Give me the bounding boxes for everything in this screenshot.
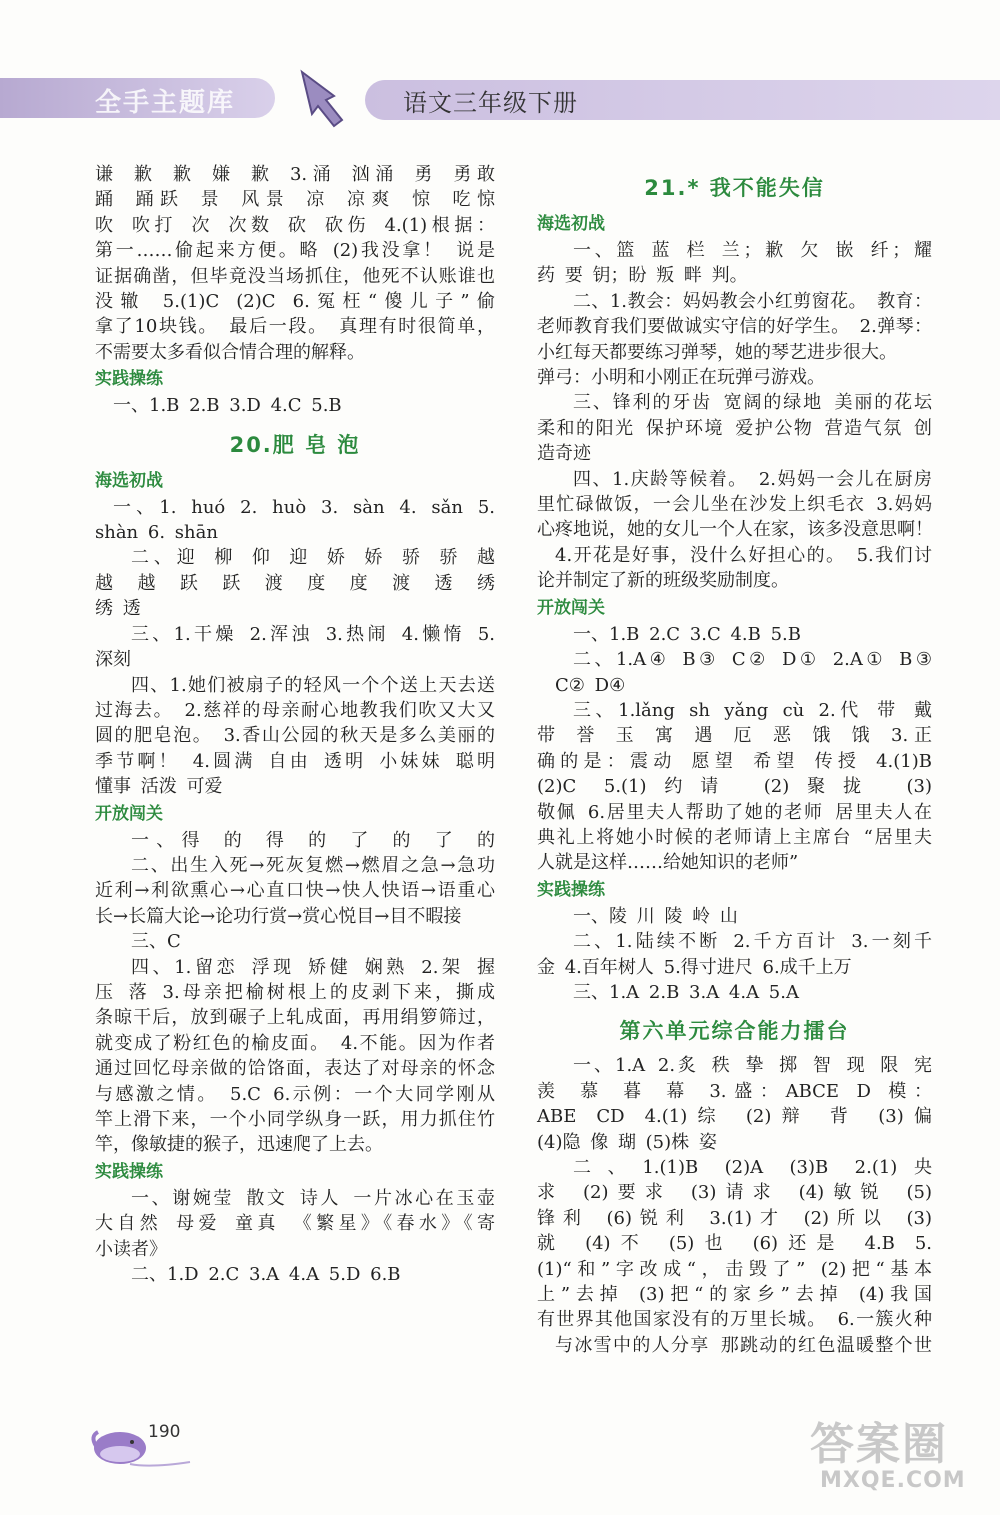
answer-line: 压 落 3.母亲把榆树根上的皮剥下来，撕成: [95, 981, 495, 1003]
page-number-badge: [90, 1418, 200, 1468]
answer-line: 吹 吹打 次 次数 砍 砍伤 4.(1)根据：: [95, 214, 495, 236]
answer-line: 一、得 的 得 的 了 的 了 的: [131, 829, 495, 851]
answer-line: 弹弓：小明和小刚正在玩弹弓游戏。: [537, 367, 825, 389]
answer-line: 带 誉 玉 寓 遇 厄 恶 饿 饿 3.正: [537, 725, 932, 747]
page-number: 190: [148, 1422, 181, 1442]
section-heading: 实践操练: [95, 1161, 163, 1182]
answer-line: 长→长篇大论→论功行赏→赏心悦目→目不暇接: [95, 905, 462, 927]
answer-line: 第一……偷起来方便。略 (2)我没拿！ 说是: [95, 240, 495, 262]
answer-line: 三、1.干燥 2.浑浊 3.热闹 4.懒惰 5.: [131, 623, 495, 645]
answer-line: 三、C: [131, 931, 181, 953]
answer-line: 二、1.(1)B (2)A (3)B 2.(1)央: [573, 1157, 932, 1178]
answer-line: 4.开花是好事，没什么好担心的。 5.我们讨: [555, 544, 932, 566]
section-heading: 开放闯关: [95, 803, 163, 824]
answer-line: 确的是：震动 愿望 希望 传授 4.(1)B: [537, 750, 932, 772]
answer-line: (1)“和”字改成“，击毁了” (2)把“基本: [537, 1258, 932, 1280]
answer-line: 一、1.B 2.C 3.C 4.B 5.B: [573, 623, 801, 645]
answer-line: 近利→利欲熏心→心直口快→快人快语→语重心: [95, 880, 495, 902]
answer-line: 没辙 5.(1)C (2)C 6.冤枉“傻儿子”偷: [95, 291, 495, 313]
answer-line: 证据确凿，但毕竟没当场抓住，他死不认账谁也: [95, 265, 495, 287]
answer-line: 三、1.lǎng sh yǎng cù 2.代 带 戴: [573, 699, 932, 721]
answer-line: shàn 6. shān: [95, 522, 218, 544]
watermark-url: MXQE.COM: [820, 1468, 966, 1493]
right-column: [537, 162, 932, 1358]
answer-line: 二、出生入死→死灰复燃→燃眉之急→急功: [131, 854, 495, 876]
answer-line: 过海去。 2.慈祥的母亲耐心地教我们吹又大又: [95, 699, 495, 721]
answer-line: 柔和的阳光 保护环境 爱护公物 营造气氛 创: [537, 417, 932, 439]
answer-line: 四、1.她们被扇子的轻风一个个送上天去送: [131, 674, 495, 696]
answer-line: 人就是这样……给她知识的老师”: [537, 852, 799, 874]
answer-line: 二、迎 柳 仰 迎 娇 娇 骄 骄 越: [131, 547, 495, 569]
section-heading: 实践操练: [95, 369, 163, 390]
answer-line: 小读者》: [95, 1238, 167, 1260]
answer-line: 绣 透: [95, 598, 141, 620]
answer-line: 老师教育我们要做诚实守信的好学生。 2.弹琴：: [537, 316, 932, 338]
page-header: [0, 66, 1000, 136]
lesson-title: 第六单元综合能力擂台: [619, 1019, 850, 1044]
header-left-label: 全手主题库: [95, 88, 236, 118]
answer-line: ABE CD 4.(1)综 (2)辩 背 (3)偏: [537, 1106, 932, 1128]
answer-line: 谦 歉 歉 嫌 歉 3.涌 汹涌 勇 勇敢: [95, 164, 495, 185]
answer-line: 一、1.A 2.炙 秩 挚 掷 智 现 限 宪: [573, 1055, 932, 1077]
lesson-title: 21.* 我不能失信: [644, 176, 825, 200]
answer-line: 四、1.留恋 浮现 矫健 娴熟 2.架 握: [131, 956, 495, 978]
answer-line: 金 4.百年树人 5.得寸进尺 6.成千上万: [537, 956, 852, 978]
answer-line: 大自然 母爱 童真 《繁星》《春水》《寄: [95, 1213, 495, 1235]
left-column: [95, 162, 495, 1287]
answer-line: 四、1.庆龄等候着。 2.妈妈一会儿在厨房: [573, 468, 932, 490]
answer-line: 通过回忆母亲做的饸饹面，表达了对母亲的怀念: [95, 1058, 495, 1080]
answer-line: 与感激之情。 5.C 6.示例：一个大同学刚从: [95, 1083, 495, 1105]
answer-line: 竿，像敏捷的猴子，迅速爬了上去。: [95, 1134, 383, 1156]
section-heading: 开放闯关: [537, 597, 605, 618]
answer-line: 锋利 (6)锐利 3.(1)才 (2)所以 (3): [537, 1207, 932, 1229]
answer-line: 里忙碌做饭，一会儿坐在沙发上织毛衣 3.妈妈: [537, 494, 932, 516]
answer-line: 竿上滑下来，一个小同学纵身一跃，用力抓住竹: [95, 1109, 495, 1130]
answer-line: 二、1.D 2.C 3.A 4.A 5.D 6.B: [131, 1264, 401, 1286]
answer-line: 条晾干后，放到碾子上轧成面，再用绢箩筛过，: [95, 1007, 495, 1029]
answer-line: 懂事 活泼 可爱: [95, 776, 223, 798]
answer-line: 一、谢婉莹 散文 诗人 一片冰心在玉壶: [131, 1187, 495, 1209]
answer-line: 二、1.A④ B③ C② D① 2.A① B③: [573, 649, 932, 671]
answer-line: 越 越 跃 跃 渡 度 度 渡 透 绣: [95, 572, 495, 594]
answer-line: 有世界其他国家没有的万里长城。 6.一簇火种: [537, 1309, 932, 1331]
answer-line: 二、1.教会：妈妈教会小红剪窗花。 教育：: [573, 290, 932, 312]
answer-line: 敬佩 6.居里夫人帮助了她的老师 居里夫人在: [537, 801, 932, 823]
section-heading: 海选初战: [537, 214, 605, 234]
answer-line: 圆的肥皂泡。 3.香山公园的秋天是多么美丽的: [95, 725, 495, 747]
answer-line: 心疼地说，她的女儿一个人在家，该多没意思啊！: [537, 519, 933, 541]
answer-line: 一、1. huó 2. huò 3. sàn 4. sǎn 5.: [113, 496, 495, 518]
answer-line: 一、篮 蓝 栏 兰；歉 欠 嵌 纤；耀: [573, 240, 932, 261]
answer-line: 就 (4)不 (5)也 (6)还是 4.B 5.: [537, 1233, 932, 1255]
answer-line: 一、1.B 2.B 3.D 4.C 5.B: [113, 395, 342, 417]
answer-line: 论并制定了新的班级奖励制度。: [537, 570, 789, 592]
answer-line: 三、1.A 2.B 3.A 4.A 5.A: [573, 981, 799, 1003]
answer-line: 上”去掉 (3)把“的家乡”去掉 (4)我国: [537, 1284, 932, 1306]
answer-line: 二、1.陆续不断 2.千方百计 3.一刻千: [573, 931, 932, 953]
section-heading: 实践操练: [537, 879, 605, 900]
answer-line: 典礼上将她小时候的老师请上主席台 “居里夫: [537, 826, 932, 848]
answer-line: (2)C 5.(1)约请 (2)聚拢 (3): [537, 776, 932, 798]
answer-line: C② D④: [555, 674, 626, 696]
answer-line: 就变成了粉红色的榆皮面。 4.不能。因为作者: [95, 1032, 495, 1054]
answer-line: (4)隐 像 瑚 (5)株 姿: [537, 1131, 717, 1153]
book-title: 语文三年级下册: [403, 89, 578, 117]
answer-line: 小红每天都要练习弹琴，她的琴艺进步很大。: [537, 341, 897, 363]
answer-line: 三、锋利的牙齿 宽阔的绿地 美丽的花坛: [573, 392, 932, 414]
answer-line: 深刻: [95, 649, 131, 671]
header-right-banner: [365, 80, 1000, 120]
answer-line: 踊 踊跃 景 风景 凉 凉爽 惊 吃惊: [95, 189, 495, 211]
watermark: [810, 1408, 980, 1508]
answer-line: 药 要 钥；盼 叛 畔 判。: [537, 265, 748, 287]
answer-line: 求 (2)要求 (3)请求 (4)敏锐 (5): [537, 1182, 932, 1204]
watermark-logo-text: 答案圈: [810, 1419, 948, 1470]
lesson-title: 20.肥 皂 泡: [229, 432, 361, 457]
answer-line: 拿了10块钱。 最后一段。 真理有时很简单，: [95, 316, 495, 338]
answer-line: 一、陵 川 陵 岭 山: [573, 905, 738, 927]
section-heading: 海选初战: [95, 470, 163, 491]
answer-line: 造奇迹: [537, 443, 591, 465]
header-left-banner: [0, 78, 275, 118]
whale-icon: [90, 1418, 200, 1468]
arrow-icon: [292, 66, 348, 128]
answer-line: 羡 慕 暮 幕 3.盛：ABCE D 模：: [537, 1080, 932, 1102]
answer-line: 与冰雪中的人分享 那跳动的红色温暖整个世: [555, 1334, 932, 1356]
answer-line: 季节啊！ 4.圆满 自由 透明 小妹妹 聪明: [95, 750, 495, 772]
answer-line: 不需要太多看似合情合理的解释。: [95, 341, 365, 363]
